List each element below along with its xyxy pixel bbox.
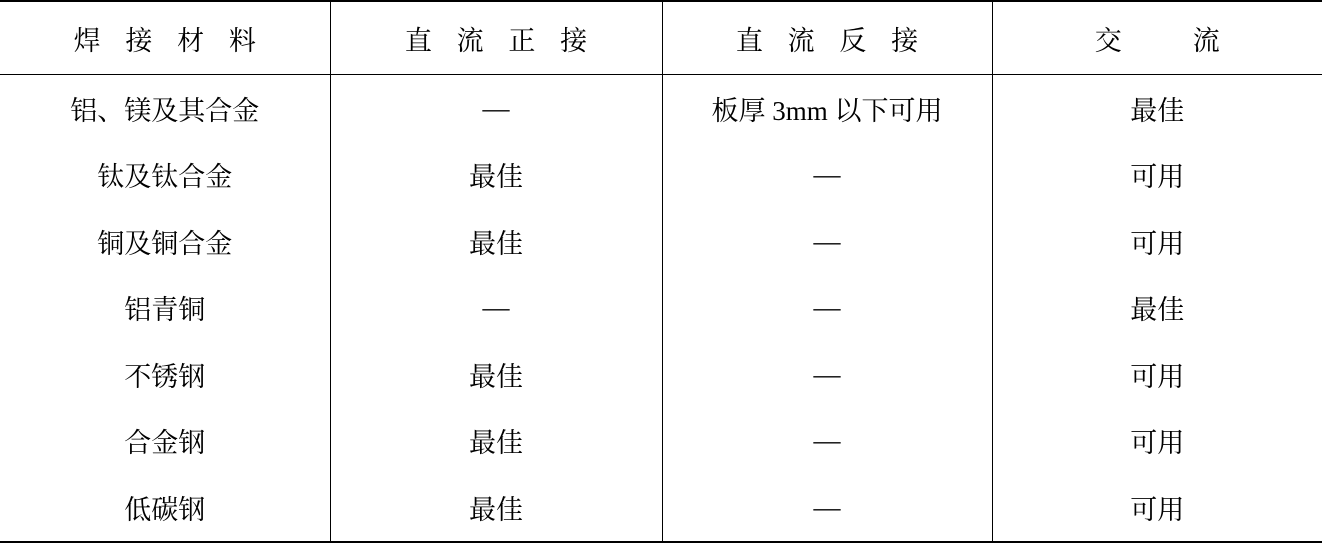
cell-ac: 可用: [992, 341, 1322, 408]
cell-dcen: 最佳: [330, 142, 662, 209]
table-row: [0, 75, 1322, 142]
cell-dcen: 最佳: [330, 408, 662, 475]
cell-dcep: —: [662, 208, 992, 275]
column-header-material: 焊 接 材 料: [0, 1, 330, 75]
cell-ac: 最佳: [992, 75, 1322, 142]
cell-ac: 可用: [992, 408, 1322, 475]
cell-dcep: —: [662, 408, 992, 475]
cell-dcen: —: [330, 75, 662, 142]
table-body: [0, 75, 1322, 542]
cell-material: 合金钢: [124, 428, 206, 459]
column-header-ac: 交 流: [992, 1, 1322, 75]
table-row: [0, 408, 1322, 475]
cell-dcen: —: [330, 275, 662, 342]
table-row: [0, 474, 1322, 542]
table-row: [0, 275, 1322, 342]
cell-dcep: 板厚 3mm 以下可用: [662, 75, 992, 142]
cell-material: 铜及铜合金: [97, 228, 233, 259]
cell-ac: 可用: [992, 474, 1322, 542]
table-header-row: [0, 1, 1322, 75]
cell-ac: 最佳: [992, 275, 1322, 342]
cell-material: 铝、镁及其合金: [70, 95, 260, 126]
cell-dcep: —: [662, 142, 992, 209]
cell-dcen: 最佳: [330, 474, 662, 542]
cell-dcen: 最佳: [330, 341, 662, 408]
column-header-dcen: 直 流 正 接: [330, 1, 662, 75]
cell-dcep: —: [662, 341, 992, 408]
column-header-dcep: 直 流 反 接: [662, 1, 992, 75]
cell-material: 钛及钛合金: [97, 162, 233, 193]
cell-dcep: —: [662, 474, 992, 542]
cell-dcep: —: [662, 275, 992, 342]
table-row: [0, 341, 1322, 408]
table-row: [0, 208, 1322, 275]
cell-material: 不锈钢: [124, 361, 206, 392]
cell-material: 铝青铜: [124, 295, 206, 326]
cell-material: 低碳钢: [0, 474, 330, 542]
cell-dcen: 最佳: [330, 208, 662, 275]
cell-ac: 可用: [992, 208, 1322, 275]
table-header: [0, 1, 1322, 75]
table-row: [0, 142, 1322, 209]
cell-ac: 可用: [992, 142, 1322, 209]
